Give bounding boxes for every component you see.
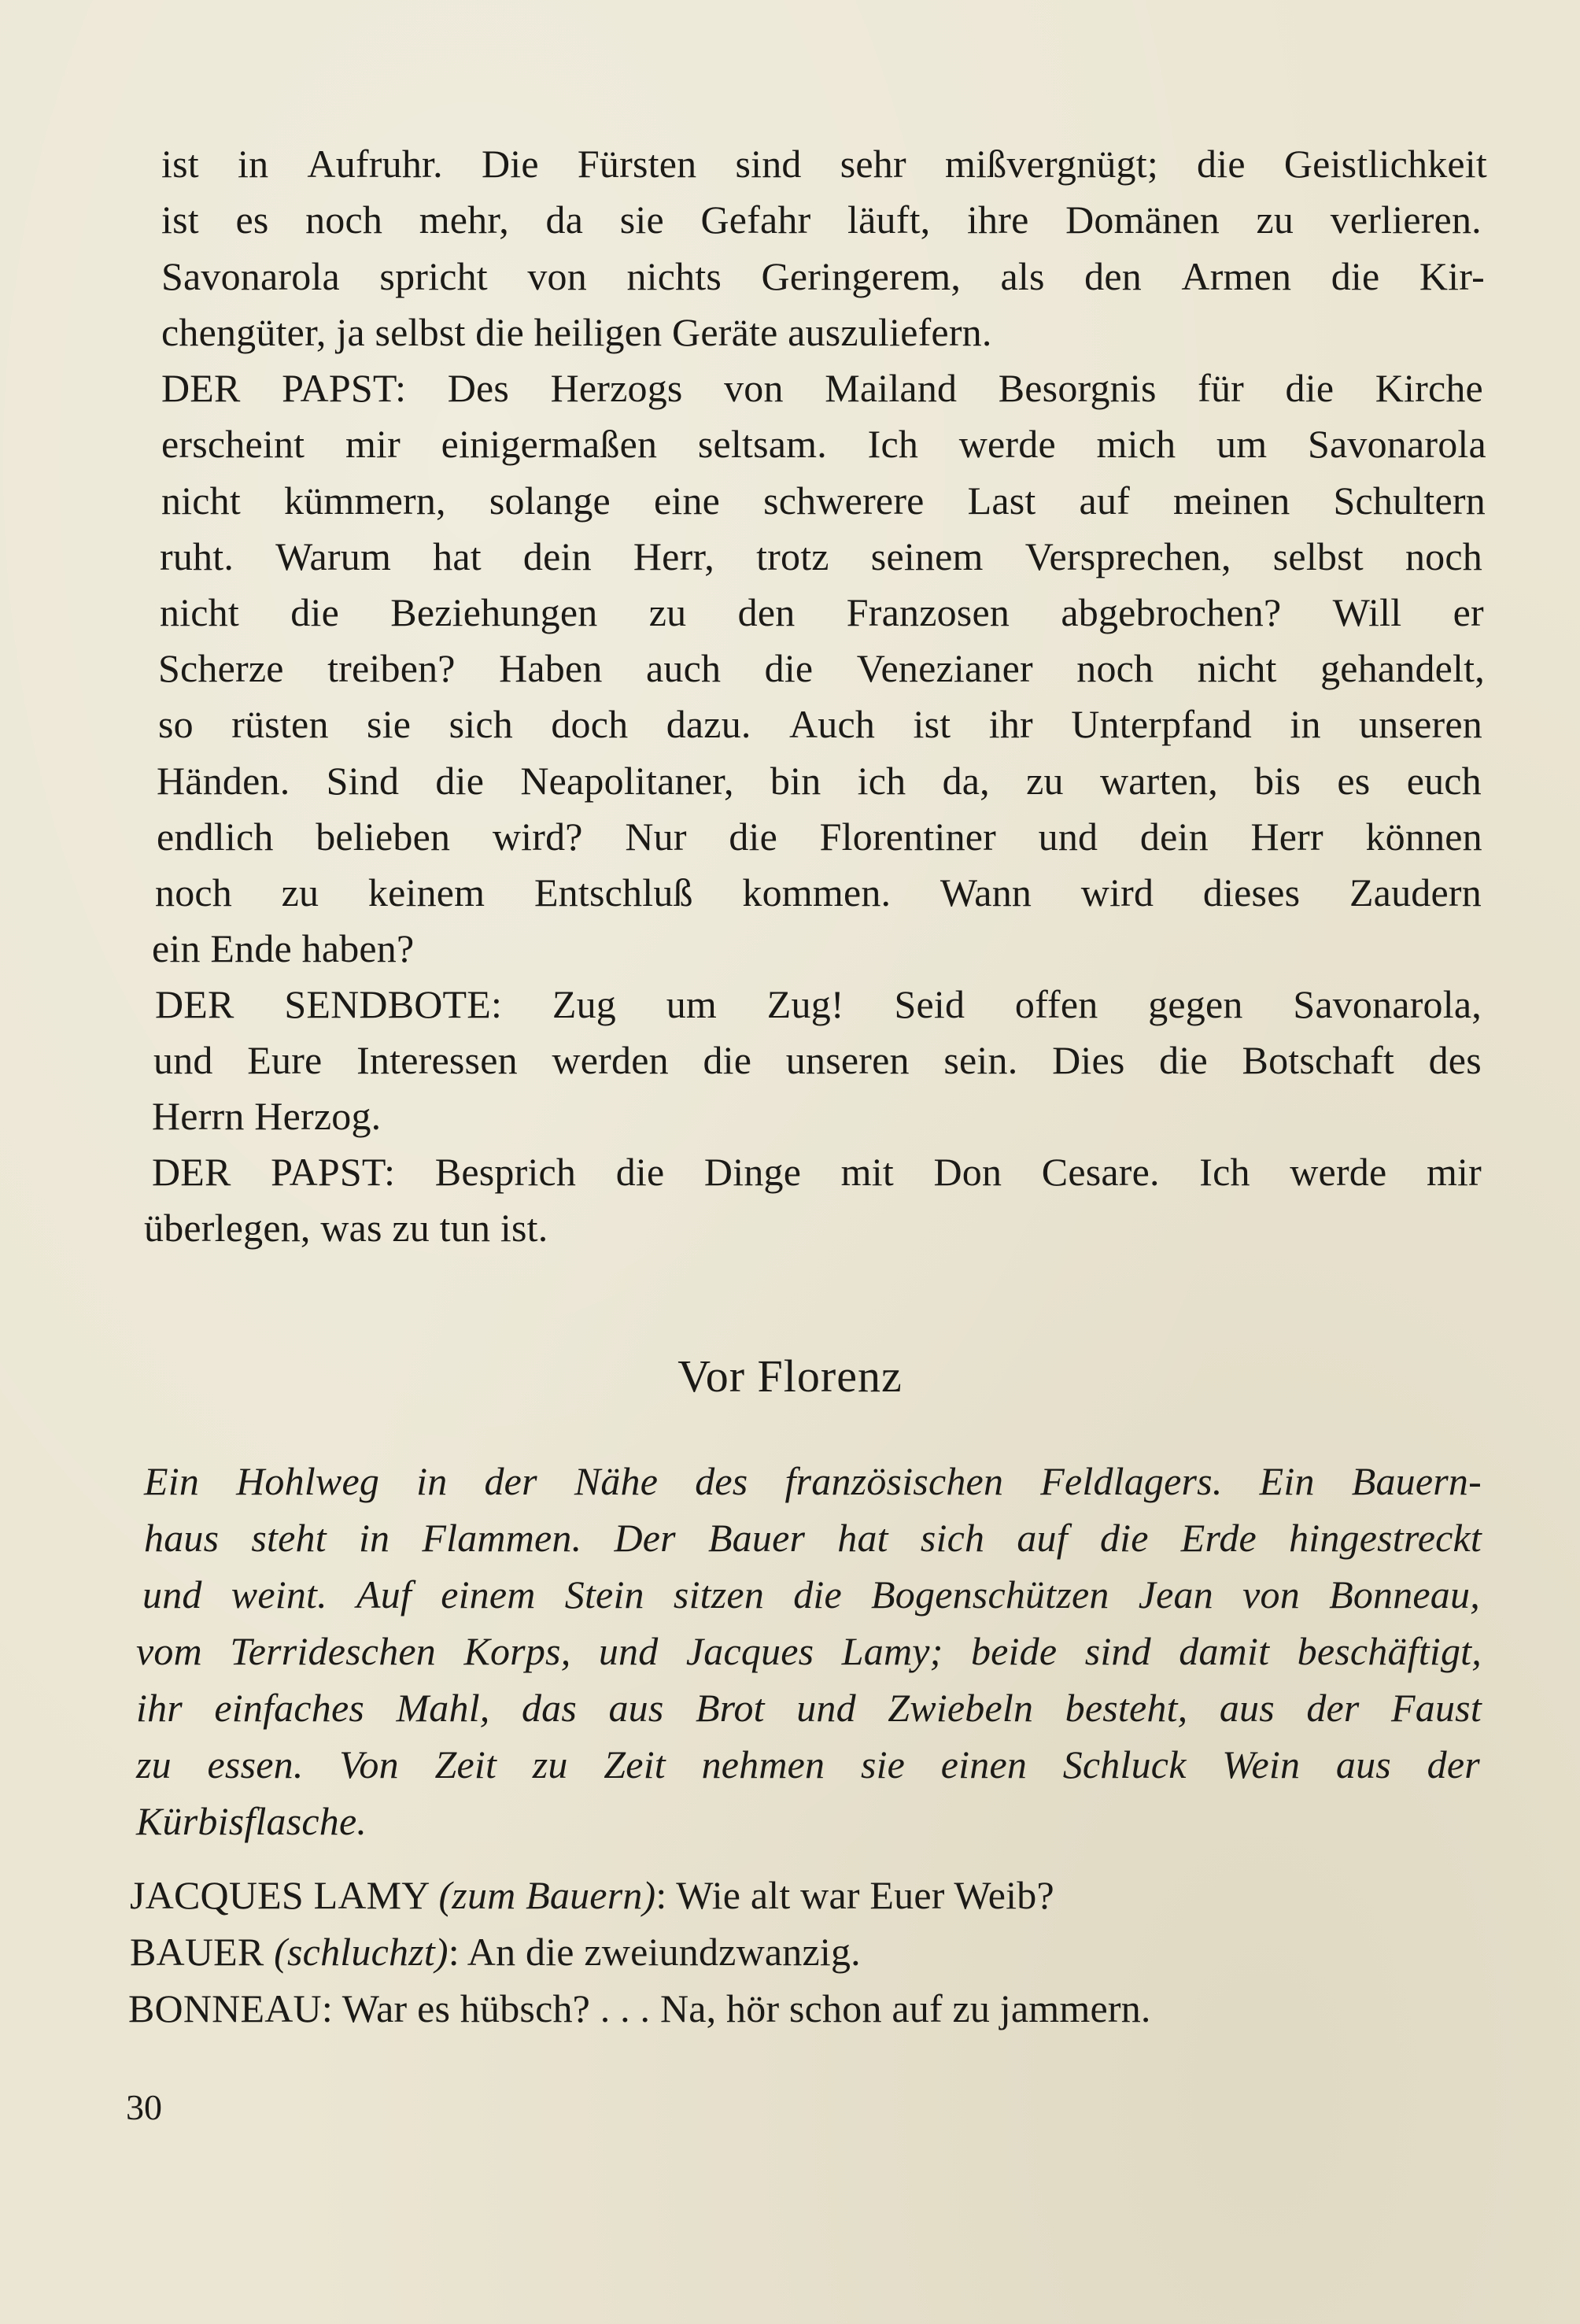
text-line: ist in Aufruhr. Die Fürsten sind sehr mißvergnügt; die Geistlichkeit [161, 142, 1487, 186]
stage-direction-line: haus steht in Flammen. Der Bauer hat sich auf die Erde hingestreckt [144, 1516, 1482, 1560]
text-line: ein Ende haben? [152, 926, 415, 970]
stage-direction-line: vom Terrideschen Korps, und Jacques Lamy; beide sind damit beschäftigt, [136, 1629, 1482, 1673]
speaker-name: BAUER [130, 1930, 275, 1974]
text-line: chengüter, ja selbst die heiligen Geräte auszuliefern. [161, 310, 992, 354]
text-line: DER SENDBOTE: Zug um Zug! Seid offen gegen Savonarola, [155, 982, 1482, 1026]
stage-direction-line: Ein Hohlweg in der Nähe des französischen Feldlagers. Ein Bauern- [144, 1459, 1482, 1503]
stage-direction: (schluchzt) [274, 1930, 449, 1974]
dialogue-line [130, 1930, 861, 1974]
stage-direction-line: und weint. Auf einem Stein sitzen die Bogenschützen Jean von Bonneau, [142, 1572, 1480, 1616]
text-line: noch zu keinem Entschluß kommen. Wann wird dieses Zaudern [155, 870, 1482, 914]
text-line: endlich belieben wird? Nur die Florentiner und dein Herr können [157, 815, 1482, 859]
stage-direction-line: zu essen. Von Zeit zu Zeit nehmen sie einen Schluck Wein aus der [136, 1742, 1480, 1786]
text-line: Scherze treiben? Haben auch die Venezianer noch nicht gehandelt, [158, 646, 1485, 690]
text-line: und Eure Interessen werden die unseren sein. Dies die Botschaft des [153, 1038, 1482, 1082]
speaker-name: BONNEAU [128, 1986, 322, 2030]
dialogue-text: : War es hübsch? . . . Na, hör schon auf zu jammern. [321, 1986, 1151, 2030]
speaker-name: JACQUES LAMY [130, 1873, 439, 1917]
text-line: ist es noch mehr, da sie Gefahr läuft, ihre Domänen zu verlieren. [161, 198, 1482, 242]
dialogue-text: : An die zweiundzwanzig. [448, 1930, 861, 1974]
stage-direction-line: Kürbisflasche. [136, 1799, 367, 1843]
text-line: Herrn Herzog. [152, 1094, 382, 1138]
dialogue-line [130, 1875, 1054, 1915]
dialogue-text: : Wie alt war Euer Weib? [655, 1873, 1054, 1917]
stage-direction: (zum Bauern) [438, 1873, 656, 1917]
scene-heading: Vor Florenz [677, 1350, 903, 1402]
text-line: erscheint mir einigermaßen seltsam. Ich werde mich um Savonarola [161, 422, 1486, 466]
stage-direction-line: ihr einfaches Mahl, das aus Brot und Zwiebeln besteht, aus der Faust [136, 1686, 1482, 1730]
text-line: nicht kümmern, solange eine schwerere Last auf meinen Schultern [161, 478, 1486, 523]
text-line: Savonarola spricht von nichts Geringerem, als den Armen die Kir- [161, 254, 1485, 298]
text-line: überlegen, was zu tun ist. [144, 1206, 548, 1250]
text-line: so rüsten sie sich doch dazu. Auch ist ihr Unterpfand in unseren [158, 702, 1482, 746]
page-number: 30 [126, 2087, 162, 2127]
text-line: Händen. Sind die Neapolitaner, bin ich da, zu warten, bis es euch [157, 759, 1482, 803]
text-line: DER PAPST: Besprich die Dinge mit Don Cesare. Ich werde mir [152, 1150, 1482, 1194]
text-line: DER PAPST: Des Herzogs von Mailand Besorgnis für die Kirche [161, 366, 1483, 410]
text-line: nicht die Beziehungen zu den Franzosen abgebrochen? Will er [160, 590, 1484, 634]
dialogue-line [128, 1986, 1151, 2030]
text-line: ruht. Warum hat dein Herr, trotz seinem Versprechen, selbst noch [160, 534, 1482, 578]
